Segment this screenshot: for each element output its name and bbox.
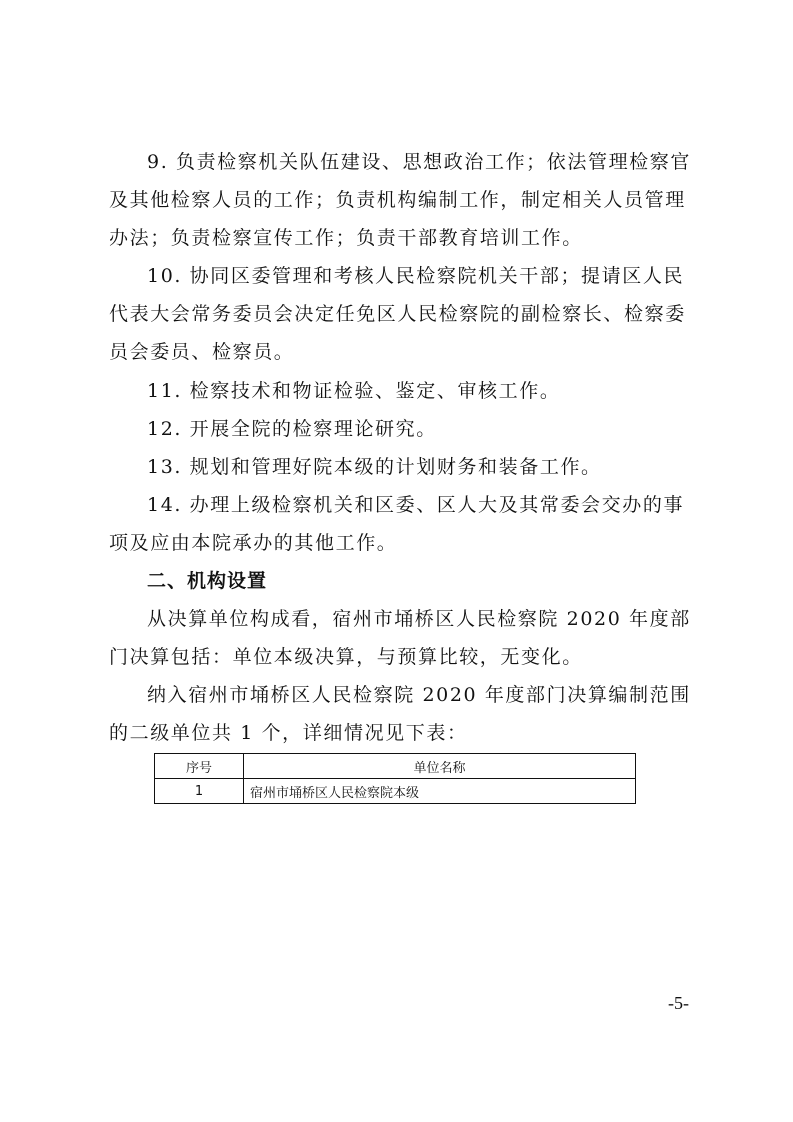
paragraph-line: 9. 负责检察机关队伍建设、思想政治工作；依法管理检察官	[147, 151, 691, 173]
paragraph-line: 12. 开展全院的检察理论研究。	[147, 418, 437, 440]
units-table	[154, 753, 636, 804]
paragraph-line: 的二级单位共 1 个，详细情况见下表：	[109, 722, 468, 744]
paragraph-line: 项及应由本院承办的其他工作。	[109, 532, 398, 554]
section-heading: 二、机构设置	[147, 570, 268, 592]
table-header-row	[155, 754, 636, 779]
paragraph-line: 及其他检察人员的工作；负责机构编制工作，制定相关人员管理	[109, 189, 686, 211]
paragraph-line: 门决算包括：单位本级决算，与预算比较，无变化。	[109, 646, 583, 668]
paragraph-line: 办法；负责检察宣传工作；负责干部教育培训工作。	[109, 227, 583, 249]
paragraph-line: 从决算单位构成看，宿州市埇桥区人民检察院 2020 年度部	[147, 608, 691, 630]
page-number: -5-	[668, 993, 689, 1013]
table-row	[155, 779, 636, 804]
paragraph-line: 14. 办理上级检察机关和区委、区人大及其常委会交办的事	[147, 494, 685, 516]
table-cell: 宿州市埇桥区人民检察院本级	[244, 779, 636, 804]
table-header-cell: 单位名称	[244, 754, 636, 779]
paragraph-line: 11. 检察技术和物证检验、鉴定、审核工作。	[147, 380, 561, 402]
paragraph-line: 员会委员、检察员。	[109, 341, 295, 363]
paragraph-line: 纳入宿州市埇桥区人民检察院 2020 年度部门决算编制范围	[147, 684, 691, 706]
table-cell: 1	[155, 779, 244, 804]
paragraph-line: 代表大会常务委员会决定任免区人民检察院的副检察长、检察委	[109, 303, 686, 325]
table-header-cell: 序号	[155, 754, 244, 779]
paragraph-line: 13. 规划和管理好院本级的计划财务和装备工作。	[147, 456, 602, 478]
paragraph-line: 10. 协同区委管理和考核人民检察院机关干部；提请区人民	[147, 265, 685, 287]
